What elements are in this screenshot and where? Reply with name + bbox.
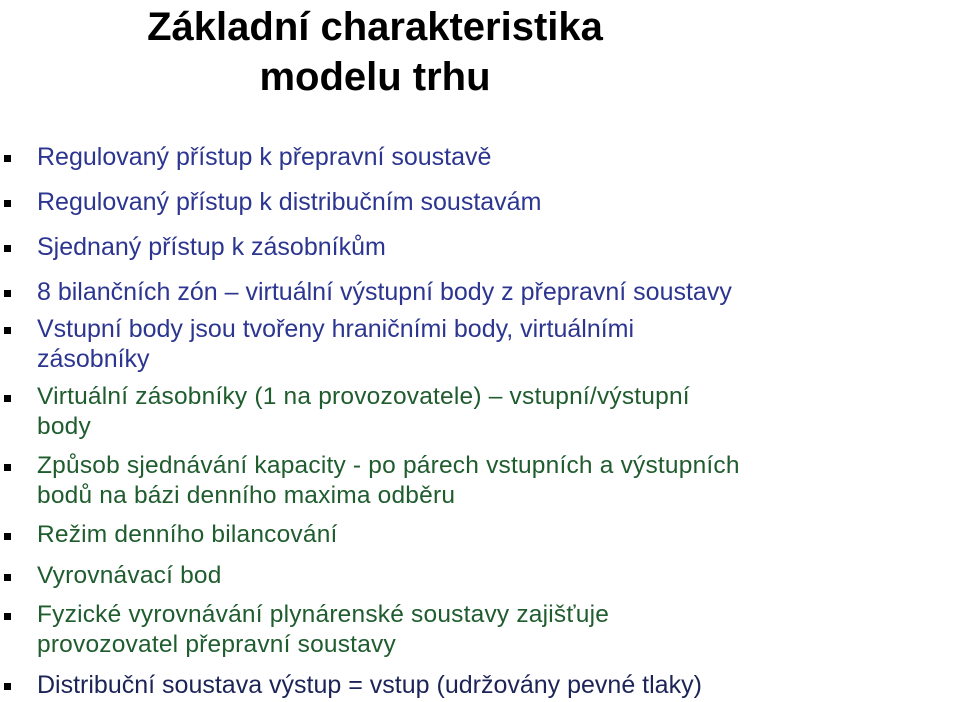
slide-title-line-1: Základní charakteristika bbox=[147, 5, 603, 49]
bullet-text bbox=[37, 670, 959, 700]
bullet-line: Distribuční soustava výstup = vstup (udržovány pevné tlaky) bbox=[37, 671, 702, 699]
bullet-text bbox=[37, 187, 959, 217]
bullet-line: Vstupní body jsou tvořeny hraničními body, virtuálními bbox=[37, 315, 635, 343]
bullet-line: Fyzické vyrovnávání plynárenské soustavy zajišťuje bbox=[37, 601, 610, 628]
square-bullet-icon bbox=[4, 290, 11, 297]
bullet-line: Virtuální zásobníky (1 na provozovatele) – vstupní/výstupní bbox=[37, 383, 690, 410]
bullet-text bbox=[37, 382, 959, 442]
bullet-line: 8 bilančních zón – virtuální výstupní body z přepravní soustavy bbox=[37, 278, 732, 306]
square-bullet-icon bbox=[4, 613, 11, 620]
bullet-line: Způsob sjednávání kapacity - po párech vstupních a výstupních bbox=[37, 452, 740, 479]
bullet-line: Režim denního bilancování bbox=[37, 521, 338, 548]
bullet-line: body bbox=[37, 413, 91, 440]
slide-title-line-2: modelu trhu bbox=[259, 55, 491, 99]
square-bullet-icon bbox=[4, 155, 11, 162]
bullet-text bbox=[37, 451, 959, 511]
bullet-text bbox=[37, 520, 959, 550]
bullet-line: Regulovaný přístup k přepravní soustavě bbox=[37, 143, 492, 171]
bullet-text bbox=[37, 277, 959, 307]
square-bullet-icon bbox=[4, 464, 11, 471]
bullet-text bbox=[37, 142, 959, 172]
square-bullet-icon bbox=[4, 683, 11, 690]
bullet-line: bodů na bázi denního maxima odběru bbox=[37, 482, 456, 509]
bullet-line: provozovatel přepravní soustavy bbox=[37, 631, 396, 658]
bullet-line: zásobníky bbox=[37, 345, 150, 373]
bullet-line: Sjednaný přístup k zásobníkům bbox=[37, 233, 386, 261]
square-bullet-icon bbox=[4, 245, 11, 252]
bullet-text bbox=[37, 232, 959, 262]
slide-title bbox=[0, 0, 750, 102]
square-bullet-icon bbox=[4, 533, 11, 540]
bullet-text bbox=[37, 314, 959, 374]
bullet-line: Vyrovnávací bod bbox=[37, 562, 222, 589]
bullet-text bbox=[37, 600, 959, 660]
square-bullet-icon bbox=[4, 200, 11, 207]
bullet-text bbox=[37, 561, 959, 591]
square-bullet-icon bbox=[4, 574, 11, 581]
square-bullet-icon bbox=[4, 395, 11, 402]
square-bullet-icon bbox=[4, 327, 11, 334]
bullet-line: Regulovaný přístup k distribučním soustavám bbox=[37, 188, 542, 216]
